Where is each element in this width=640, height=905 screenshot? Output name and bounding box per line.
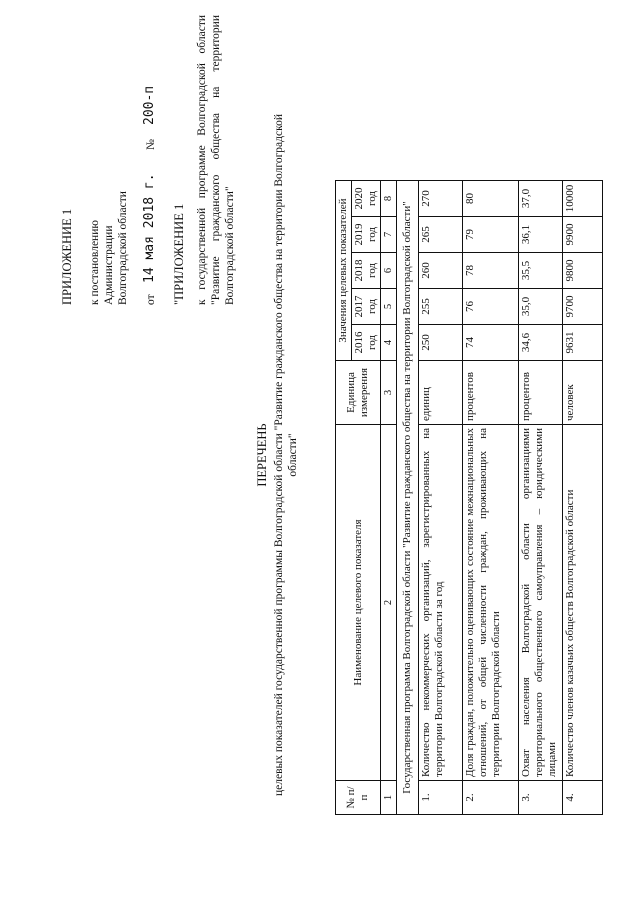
prior-appendix-text: к государственной программе Волгоградской области "Развитие гражданского общества на территории Волгоградской области" bbox=[196, 15, 236, 305]
appendix-line-1: к постановлению bbox=[89, 220, 101, 305]
table-header-row bbox=[336, 181, 352, 815]
date-prefix: от bbox=[145, 294, 157, 305]
header-year: 2017 год bbox=[352, 289, 381, 325]
header-unit: Единица измерения bbox=[336, 361, 381, 425]
row-name: Доля граждан, положительно оценивающих состояние межнациональных отношений, от общей численности граждан, проживающих на территории Волгоградской области bbox=[463, 425, 519, 781]
column-number: 1 bbox=[381, 781, 397, 815]
program-row bbox=[397, 181, 419, 815]
row-name: Количество членов казачьих обществ Волгоградской области bbox=[563, 425, 603, 781]
table-row bbox=[463, 181, 519, 815]
row-value: 35,0 bbox=[519, 289, 563, 325]
appendix-line-3: Волгоградской области bbox=[117, 191, 129, 305]
row-value: 265 bbox=[419, 217, 463, 253]
column-number: 6 bbox=[381, 253, 397, 289]
row-unit: процентов bbox=[463, 361, 519, 425]
list-title: ПЕРЕЧЕНЬ bbox=[255, 423, 269, 487]
number-handwritten: 200-п bbox=[142, 85, 157, 125]
appendix-line-2: Администрации bbox=[103, 225, 115, 305]
column-number-row bbox=[381, 181, 397, 815]
row-value: 255 bbox=[419, 289, 463, 325]
row-value: 80 bbox=[463, 181, 519, 217]
row-value: 37,0 bbox=[519, 181, 563, 217]
row-value: 10000 bbox=[563, 181, 603, 217]
date-handwritten: 14 мая 2018 г. bbox=[142, 173, 157, 283]
column-number: 7 bbox=[381, 217, 397, 253]
header-year: 2016 год bbox=[352, 325, 381, 361]
row-num: 2. bbox=[463, 781, 519, 815]
row-value: 79 bbox=[463, 217, 519, 253]
header-year: 2018 год bbox=[352, 253, 381, 289]
row-value: 9900 bbox=[563, 217, 603, 253]
number-sign: № bbox=[145, 139, 157, 150]
program-name: Государственная программа Волгоградской области "Развитие гражданского общества на территории Волгоградской области" bbox=[397, 181, 419, 815]
column-number: 8 bbox=[381, 181, 397, 217]
row-num: 4. bbox=[563, 781, 603, 815]
header-year: 2019 год bbox=[352, 217, 381, 253]
row-num: 3. bbox=[519, 781, 563, 815]
column-number: 2 bbox=[381, 425, 397, 781]
row-value: 34,6 bbox=[519, 325, 563, 361]
list-subtitle: целевых показателей государственной программы Волгоградской области "Развитие гражданского общества на территории Волгоградской области" bbox=[273, 113, 299, 797]
row-name: Охват населения Волгоградской области организациями территориального общественного самоуправления – юридическими лицами bbox=[519, 425, 563, 781]
table-row bbox=[519, 181, 563, 815]
row-value: 78 bbox=[463, 253, 519, 289]
row-value: 250 bbox=[419, 325, 463, 361]
table-row bbox=[563, 181, 603, 815]
row-value: 9800 bbox=[563, 253, 603, 289]
column-number: 5 bbox=[381, 289, 397, 325]
row-value: 270 bbox=[419, 181, 463, 217]
row-num: 1. bbox=[419, 781, 463, 815]
header-name: Наименование целевого показателя bbox=[336, 425, 381, 781]
row-value: 36,1 bbox=[519, 217, 563, 253]
header-values: Значения целевых показателей bbox=[336, 181, 352, 361]
row-unit: процентов bbox=[519, 361, 563, 425]
row-name: Количество некоммерческих организаций, зарегистрированных на территории Волгоградской области за год bbox=[419, 425, 463, 781]
header-num: № п/п bbox=[336, 781, 381, 815]
row-value: 9631 bbox=[563, 325, 603, 361]
column-number: 4 bbox=[381, 325, 397, 361]
column-number: 3 bbox=[381, 361, 397, 425]
header-year: 2020 год bbox=[352, 181, 381, 217]
prior-appendix-title: "ПРИЛОЖЕНИЕ 1 bbox=[172, 203, 186, 305]
row-value: 260 bbox=[419, 253, 463, 289]
table-row bbox=[419, 181, 463, 815]
row-value: 74 bbox=[463, 325, 519, 361]
appendix-title: ПРИЛОЖЕНИЕ 1 bbox=[60, 208, 74, 305]
row-value: 35,5 bbox=[519, 253, 563, 289]
row-unit: человек bbox=[563, 361, 603, 425]
row-unit: единиц bbox=[419, 361, 463, 425]
row-value: 9700 bbox=[563, 289, 603, 325]
indicators-table bbox=[335, 180, 603, 815]
row-value: 76 bbox=[463, 289, 519, 325]
